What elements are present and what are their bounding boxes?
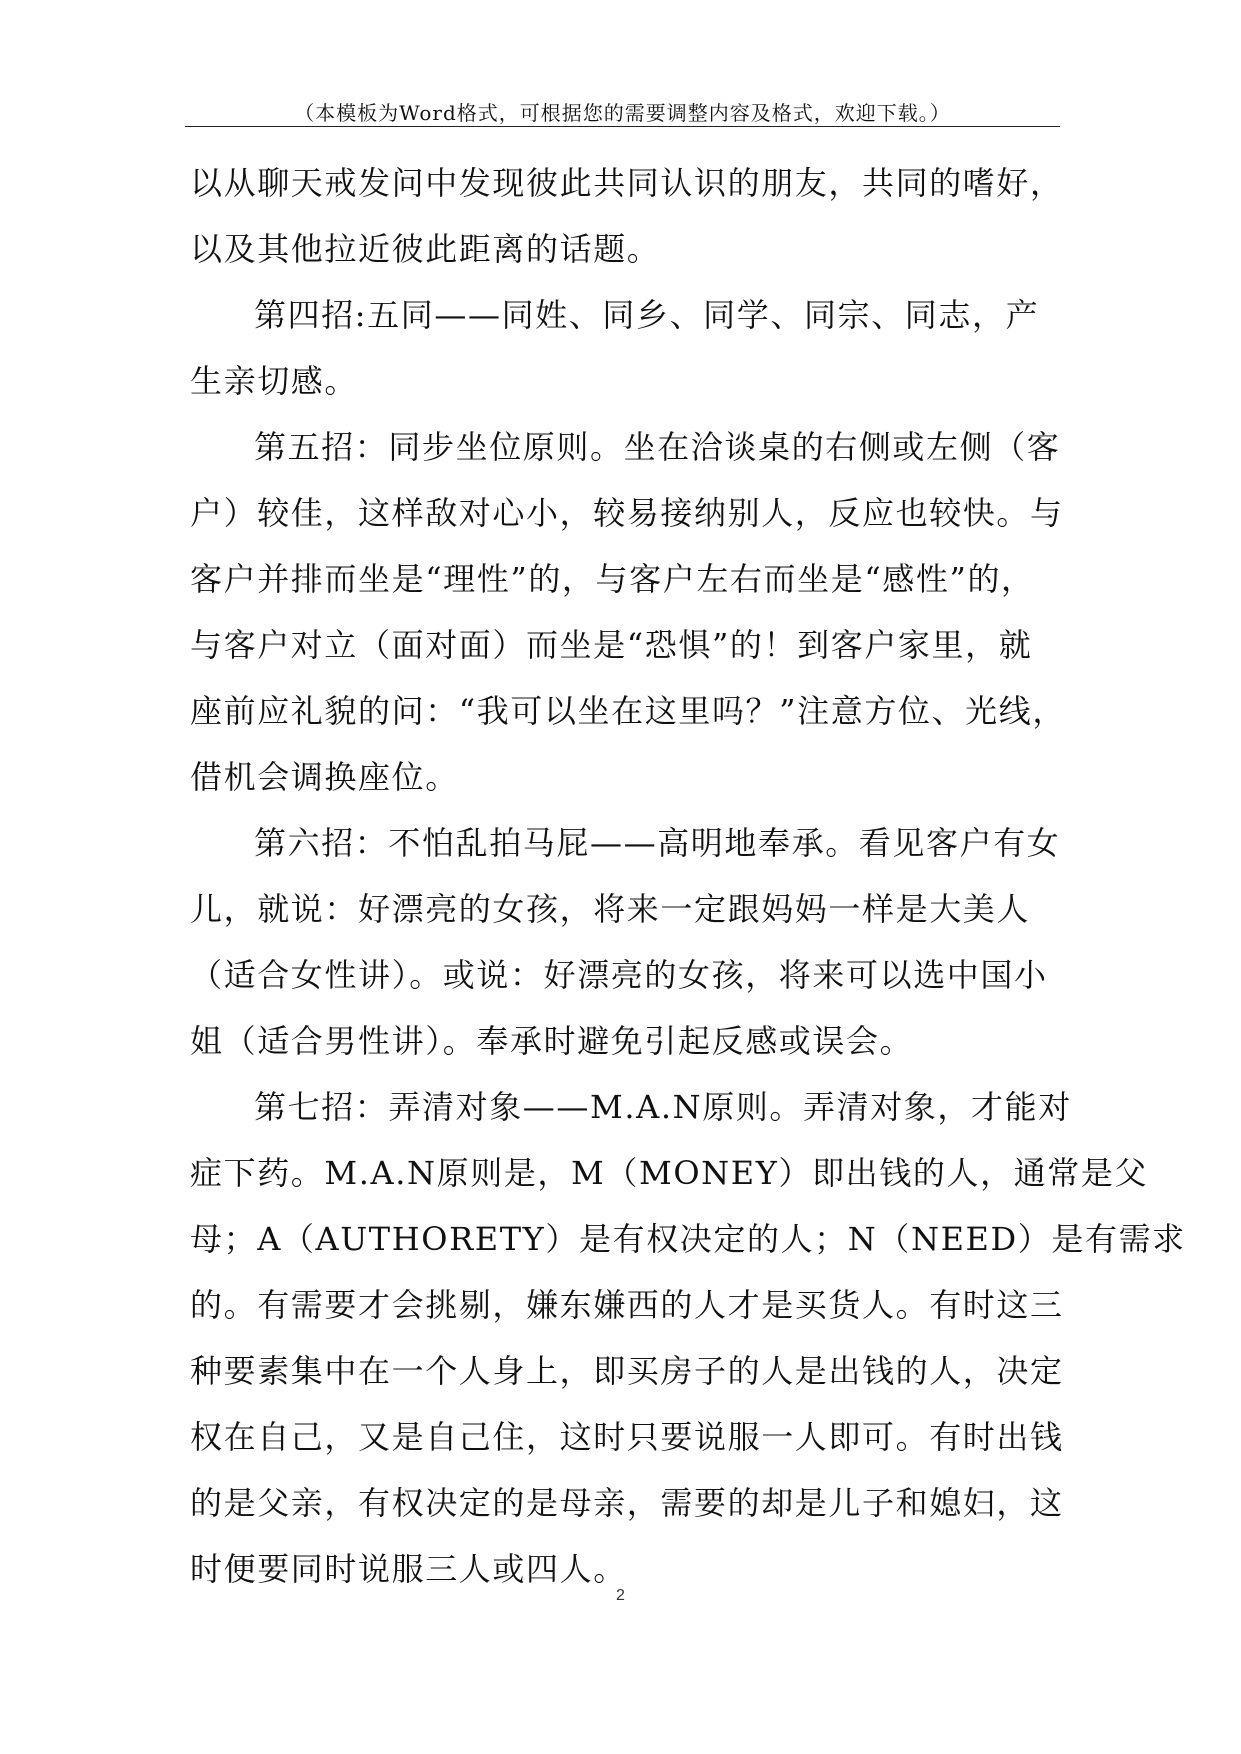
text-line: 时便要同时说服三人或四人。 — [190, 1550, 627, 1588]
text-line: 种要素集中在一个人身上，即买房子的人是出钱的人，决定 — [190, 1352, 1064, 1390]
paragraph-start-line: 第四招:五同——同姓、同乡、同学、同宗、同志，产 — [254, 296, 1040, 334]
paragraph-start-line: 第七招：弄清对象——M.A.N原则。弄清对象，才能对 — [254, 1088, 1072, 1126]
text-line: 症下药。M.A.N原则是，M（MONEY）即出钱的人，通常是父 — [190, 1154, 1149, 1192]
page-number: 2 — [616, 1587, 625, 1604]
text-line: 与客户对立（面对面）而坐是“恐惧”的！到客户家里，就 — [190, 626, 1033, 664]
text-line: 座前应礼貌的问：“我可以坐在这里吗？”注意方位、光线， — [190, 692, 1066, 730]
text-line: 生亲切感。 — [190, 362, 359, 400]
text-line: 以从聊天戒发问中发现彼此共同认识的朋友，共同的嗜好， — [190, 164, 1064, 202]
text-line: 儿，就说：好漂亮的女孩，将来一定跟妈妈一样是大美人 — [190, 890, 1031, 928]
text-line: 客户并排而坐是“理性”的，与客户左右而坐是“感性”的， — [190, 560, 1035, 598]
text-line: 的是父亲，有权决定的是母亲，需要的却是儿子和媳妇，这 — [190, 1484, 1064, 1522]
text-line: 母；A（AUTHORETY）是有权决定的人；N（NEED）是有需求 — [190, 1220, 1186, 1258]
text-line: 户）较佳，这样敌对心小，较易接纳别人，反应也较快。与 — [190, 494, 1064, 532]
text-line: 权在自己，又是自己住，这时只要说服一人即可。有时出钱 — [190, 1418, 1064, 1456]
body-text — [190, 150, 1186, 1602]
text-line: 借机会调换座位。 — [190, 758, 459, 796]
text-line: 的。有需要才会挑剔，嫌东嫌西的人才是买货人。有时这三 — [190, 1286, 1064, 1324]
text-line: 姐（适合男性讲）。奉承时避免引起反感或误会。 — [190, 1022, 914, 1060]
paragraph-start-line: 第六招：不怕乱拍马屁——高明地奉承。看见客户有女 — [254, 824, 1061, 862]
paragraph-start-line: 第五招：同步坐位原则。坐在洽谈桌的右侧或左侧（客 — [254, 428, 1061, 466]
page-header-note: （本模板为Word格式，可根据您的需要调整内容及格式，欢迎下载。） — [185, 100, 1060, 127]
text-line: 以及其他拉近彼此距离的话题。 — [190, 230, 661, 268]
text-line: （适合女性讲）。或说：好漂亮的女孩，将来可以选中国小 — [190, 956, 1048, 994]
